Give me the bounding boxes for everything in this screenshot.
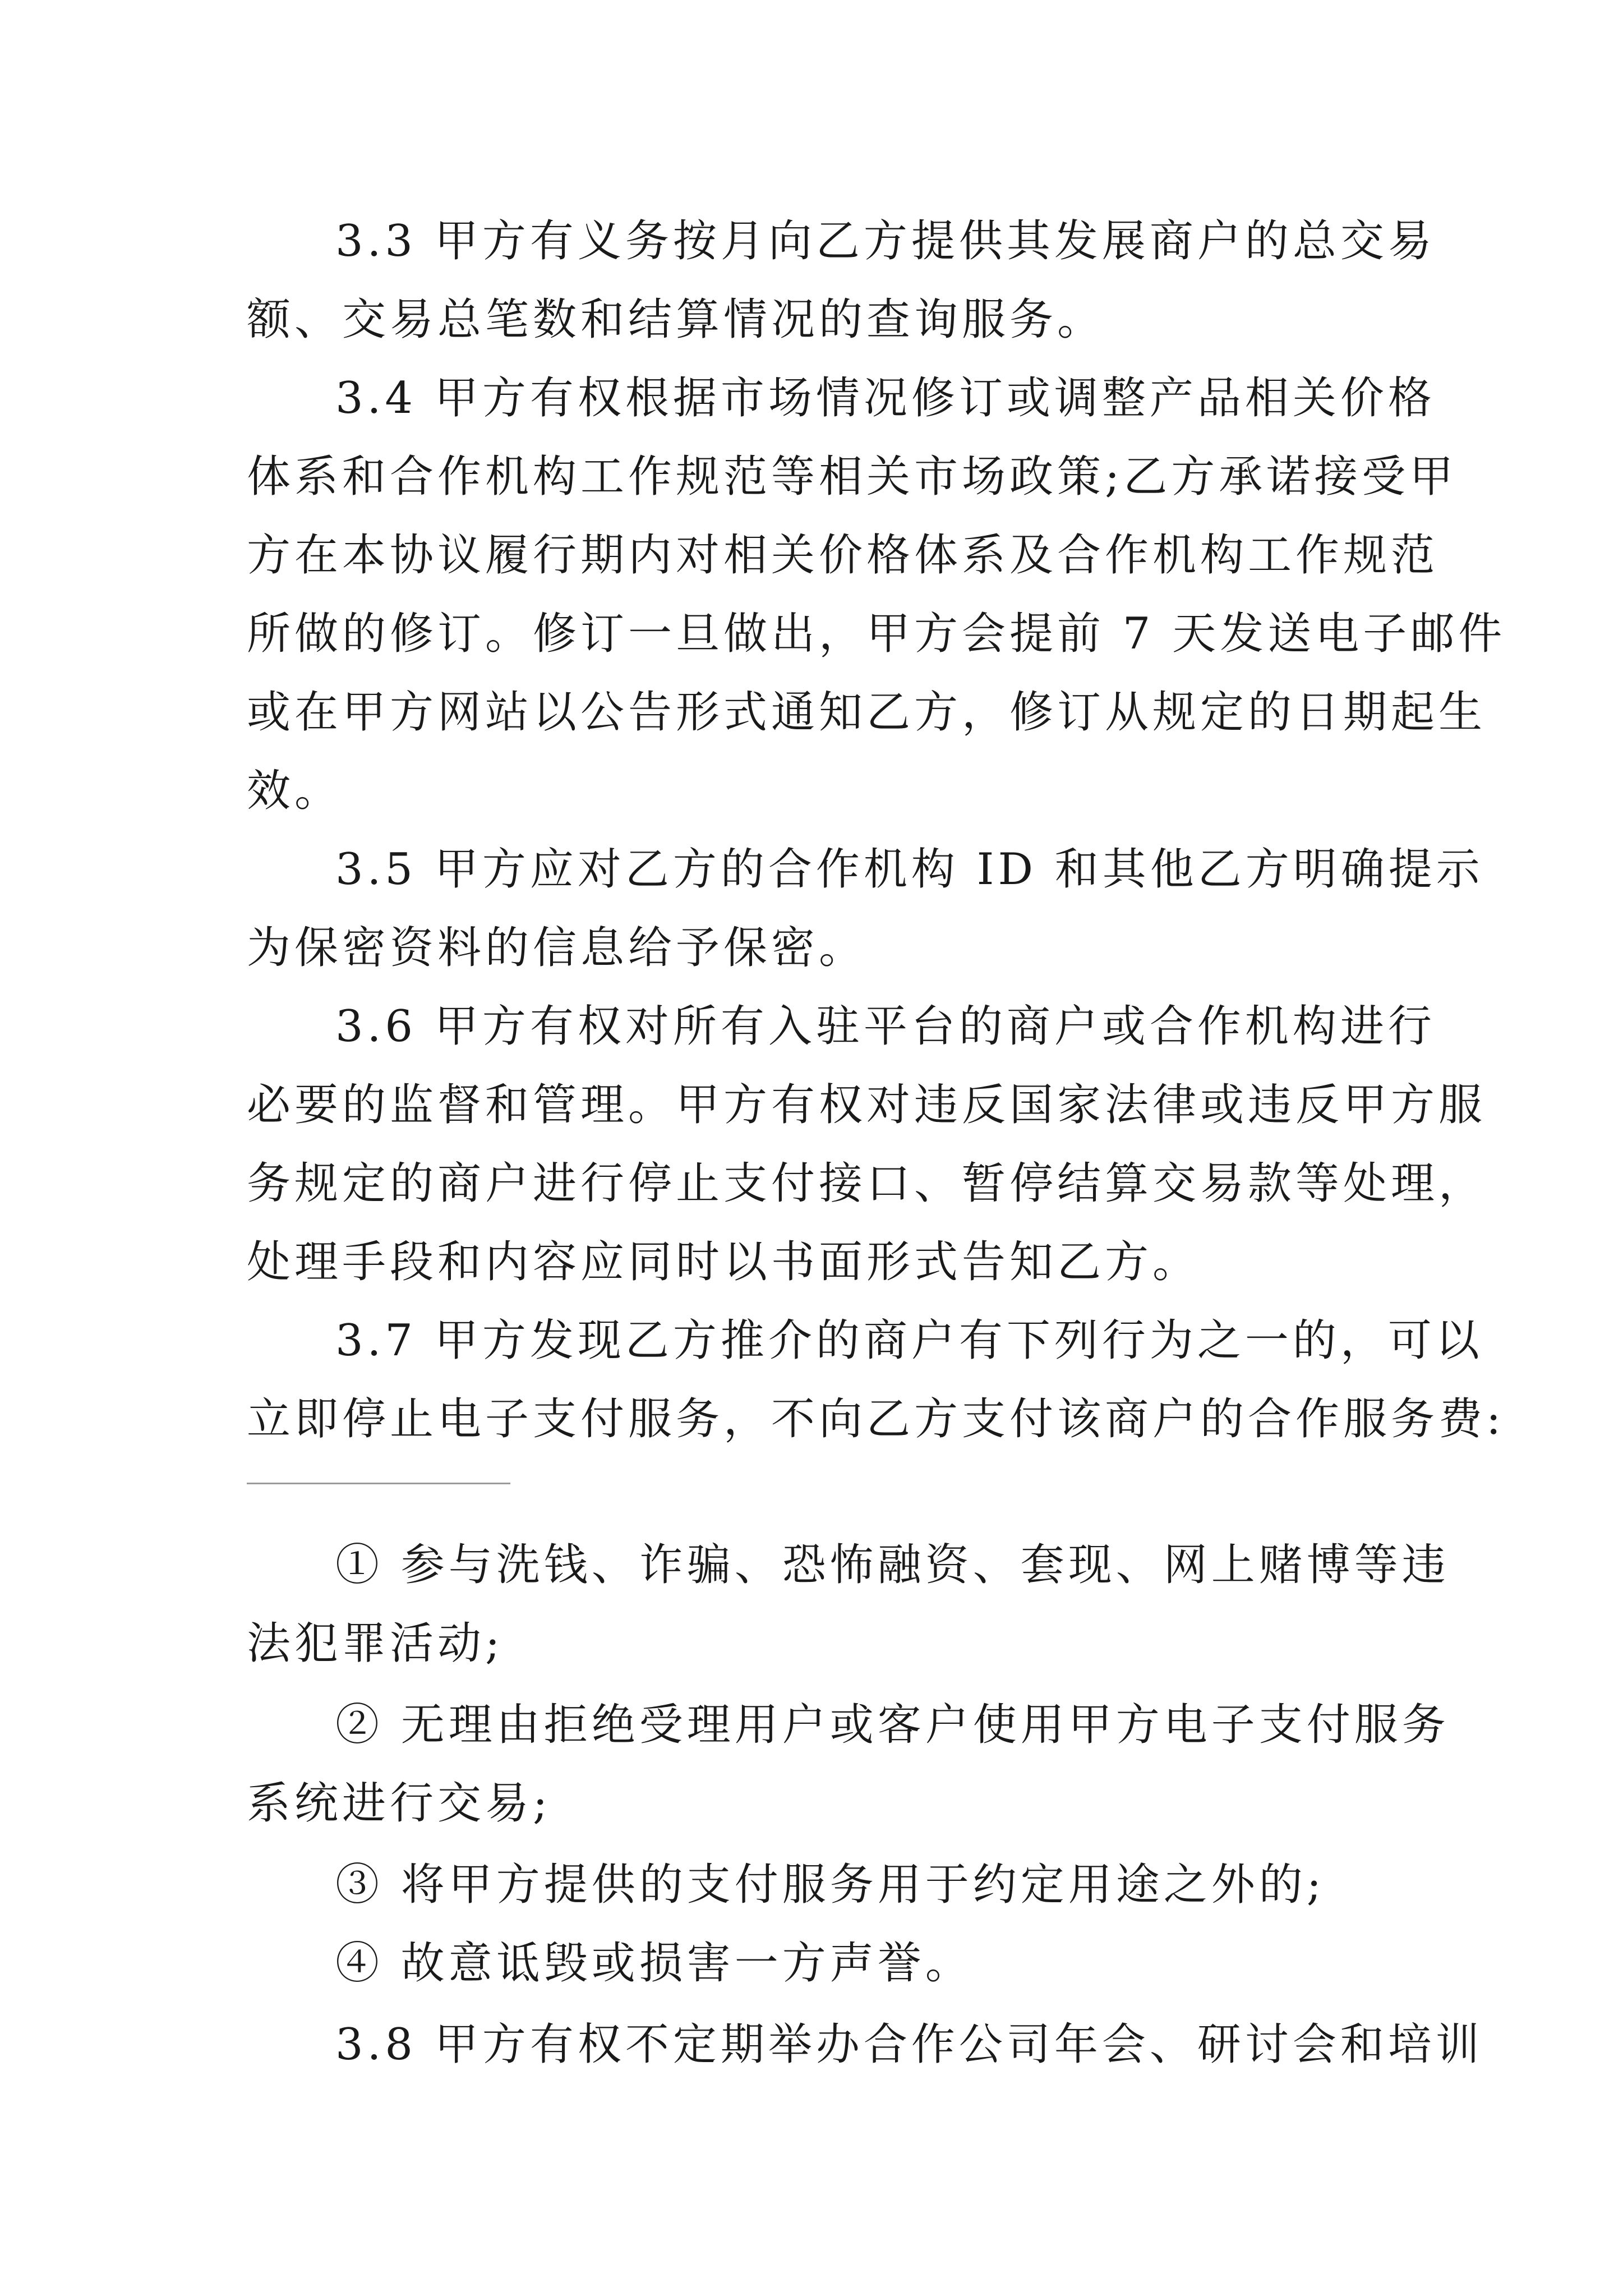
text-line: 方在本协议履行期内对相关价格体系及合作机构工作规范 <box>247 530 1439 581</box>
list-item-text: 系统进行交易; <box>247 1778 552 1829</box>
text-line: 或在甲方网站以公告形式通知乙方，修订从规定的日期起生 <box>247 687 1487 738</box>
text-line: 3.7 甲方发现乙方推介的商户有下列行为之一的，可以 <box>335 1315 1483 1366</box>
text-line: 3.8 甲方有权不定期举办合作公司年会、研讨会和培训 <box>335 2019 1483 2070</box>
list-item-text: 法犯罪活动; <box>247 1618 504 1669</box>
text-line: 为保密资料的信息给予保密。 <box>247 923 867 973</box>
text-line: 3.5 甲方应对乙方的合作机构 ID 和其他乙方明确提示 <box>335 844 1484 895</box>
text-line: 必要的监督和管理。甲方有权对违反国家法律或违反甲方服 <box>247 1080 1487 1130</box>
list-item-text: ③ 将甲方提供的支付服务用于约定用途之外的; <box>335 1860 1326 1910</box>
text-line: 所做的修订。修订一旦做出，甲方会提前 7 天发送电子邮件 <box>247 609 1506 659</box>
text-line: 立即停止电子支付服务，不向乙方支付该商户的合作服务费: <box>247 1394 1505 1444</box>
text-line: 3.4 甲方有权根据市场情况修订或调整产品相关价格 <box>335 373 1436 424</box>
text-line: 额、交易总笔数和结算情况的查询服务。 <box>247 295 1105 345</box>
list-item-text: ② 无理由拒绝受理用户或客户使用甲方电子支付服务 <box>335 1700 1450 1750</box>
section-divider <box>247 1483 510 1484</box>
list-item-text: ④ 故意诋毁或损害一方声誉。 <box>335 1938 973 1989</box>
text-line: 务规定的商户进行停止支付接口、暂停结算交易款等处理， <box>247 1158 1487 1209</box>
text-line: 3.3 甲方有义务按月向乙方提供其发展商户的总交易 <box>335 216 1436 266</box>
text-line: 体系和合作机构工作规范等相关市场政策;乙方承诺接受甲 <box>247 452 1458 502</box>
text-line: 效。 <box>247 766 343 816</box>
text-line: 3.6 甲方有权对所有入驻平台的商户或合作机构进行 <box>335 1001 1436 1052</box>
list-item-text: ① 参与洗钱、诈骗、恐怖融资、套现、网上赌博等违 <box>335 1540 1450 1590</box>
text-line: 处理手段和内容应同时以书面形式告知乙方。 <box>247 1237 1201 1287</box>
